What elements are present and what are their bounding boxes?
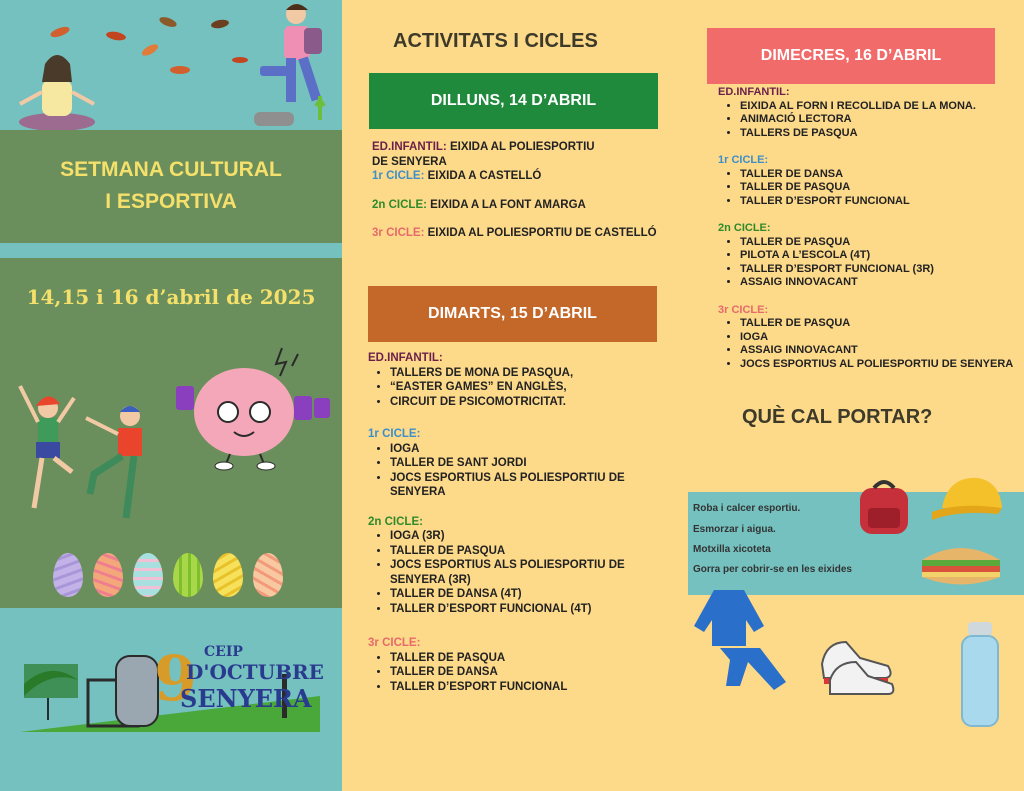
bring-item-4: Gorra per cobrir-se en les eixides <box>693 564 852 575</box>
wednesday-c2-label: 2n CICLE: <box>718 222 771 234</box>
logo-octubre: D'OCTUBRE <box>186 660 324 684</box>
monday-content <box>372 140 672 241</box>
logo-number: 9 <box>154 642 198 715</box>
bring-item-2: Esmorzar i aigua. <box>693 524 776 535</box>
list-item: • TALLER DE DANSA (4T) <box>390 587 658 602</box>
tuesday-c1-label: 1r CICLE: <box>368 428 421 440</box>
monday-infantil-text: EIXIDA AL POLIESPORTIU <box>449 141 595 153</box>
list-item: • EIXIDA AL FORN I RECOLLIDA DE LA MONA. <box>740 100 1018 114</box>
left-panel <box>0 0 342 791</box>
wednesday-header <box>707 28 995 84</box>
wednesday-c1-label: 1r CICLE: <box>718 154 769 166</box>
list-item: • TALLER D’ESPORT FUNCIONAL <box>390 680 658 695</box>
easter-egg-2 <box>93 553 123 597</box>
wednesday-title: DIMECRES, 16 D’ABRIL <box>760 47 942 64</box>
list-item: • “EASTER GAMES” EN ANGLÈS, <box>390 380 658 395</box>
list-item: • PILOTA A L’ESCOLA (4T) <box>740 249 1018 263</box>
leaves-decoration <box>40 0 260 80</box>
bring-item-3: Motxilla xicoteta <box>693 544 771 555</box>
tuesday-content <box>368 351 658 694</box>
sandwich-icon <box>918 540 1004 588</box>
brain-weights-illustration <box>172 340 334 475</box>
list-item: • JOCS ESPORTIUS ALS POLIESPORTIU DE SENYERA <box>390 471 658 500</box>
event-title-line1: SETMANA CULTURAL <box>60 158 282 181</box>
tuesday-c2-label: 2n CICLE: <box>368 515 423 528</box>
main-heading: ACTIVITATS I CICLES <box>393 30 598 52</box>
list-item: • IOGA <box>390 442 658 457</box>
monday-c1-label: 1r CICLE: <box>372 170 425 182</box>
sneakers-icon <box>816 628 896 700</box>
easter-egg-6 <box>253 553 283 597</box>
wednesday-c3-label: 3r CICLE: <box>718 303 769 316</box>
backpack-icon <box>854 476 914 536</box>
cap-icon <box>928 470 1008 526</box>
monday-title: DILLUNS, 14 D’ABRIL <box>430 92 597 109</box>
list-item: • TALLER DE DANSA <box>390 665 658 680</box>
tuesday-infantil-label: ED.INFANTIL: <box>368 352 443 364</box>
tuesday-title: DIMARTS, 15 D’ABRIL <box>428 305 597 322</box>
list-item: • IOGA (3R) <box>390 529 658 544</box>
monday-infantil-label: ED.INFANTIL: <box>372 141 447 153</box>
list-item: • TALLER DE PASQUA <box>740 317 1018 331</box>
bring-heading: QUÈ CAL PORTAR? <box>742 406 933 428</box>
easter-egg-1 <box>53 553 83 597</box>
list-item: • JOCS ESPORTIUS ALS POLIESPORTIU DE SENYERA (3R) <box>390 558 658 587</box>
monday-c1-text: EIXIDA A CASTELLÓ <box>427 170 542 182</box>
hiker-illustration <box>250 0 342 132</box>
list-item: • TALLER D’ESPORT FUNCIONAL (4T) <box>390 602 658 617</box>
list-item: • ANIMACIÓ LECTORA <box>740 113 1018 127</box>
list-item: • TALLER DE PASQUA <box>740 181 1018 195</box>
list-item: • ASSAIG INNOVACANT <box>740 344 1018 358</box>
list-item: • JOCS ESPORTIUS AL POLIESPORTIU DE SENYERA <box>740 358 1018 372</box>
tuesday-header <box>368 286 657 342</box>
tracksuit-icon <box>690 586 794 698</box>
wednesday-infantil-label: ED.INFANTIL: <box>718 86 790 98</box>
monday-c3-text: EIXIDA AL POLIESPORTIU DE CASTELLÓ <box>427 227 657 239</box>
list-item: • TALLER DE SANT JORDI <box>390 456 658 471</box>
list-item: • TALLER D’ESPORT FUNCIONAL <box>740 195 1018 209</box>
tuesday-c3-label: 3r CICLE: <box>368 637 421 649</box>
list-item: • TALLERS DE MONA DE PASQUA, <box>390 366 658 381</box>
easter-egg-5 <box>213 553 243 597</box>
list-item: • TALLERS DE PASQUA <box>740 127 1018 141</box>
list-item: • TALLER DE PASQUA <box>390 544 658 559</box>
list-item: • TALLER D’ESPORT FUNCIONAL (3R) <box>740 263 1018 277</box>
monday-c3-label: 3r CICLE: <box>372 227 425 239</box>
logo-senyera: SENYERA <box>180 684 312 713</box>
dancing-kids-illustration <box>14 378 144 528</box>
monday-infantil-text2: DE SENYERA <box>372 155 447 168</box>
list-item: • TALLER DE PASQUA <box>740 236 1018 250</box>
easter-egg-3 <box>133 553 163 597</box>
bring-item-1: Roba i calcer esportiu. <box>693 503 801 514</box>
easter-egg-4 <box>173 553 203 597</box>
event-title-line2: I ESPORTIVA <box>105 190 237 213</box>
monday-header <box>369 73 658 129</box>
monday-c2-text: EIXIDA A LA FONT AMARGA <box>430 198 586 211</box>
list-item: • CIRCUIT DE PSICOMOTRICITAT. <box>390 395 658 410</box>
water-bottle-icon <box>958 620 1002 730</box>
wednesday-content <box>718 86 1018 371</box>
event-dates: 14,15 i 16 d’abril de 2025 <box>26 285 316 309</box>
list-item: • ASSAIG INNOVACANT <box>740 276 1018 290</box>
list-item: • TALLER DE PASQUA <box>390 651 658 666</box>
list-item: • IOGA <box>740 331 1018 345</box>
school-logo <box>20 640 324 732</box>
monday-c2-label: 2n CICLE: <box>372 198 427 211</box>
logo-ceip: CEIP <box>204 644 243 660</box>
list-item: • TALLER DE DANSA <box>740 168 1018 182</box>
